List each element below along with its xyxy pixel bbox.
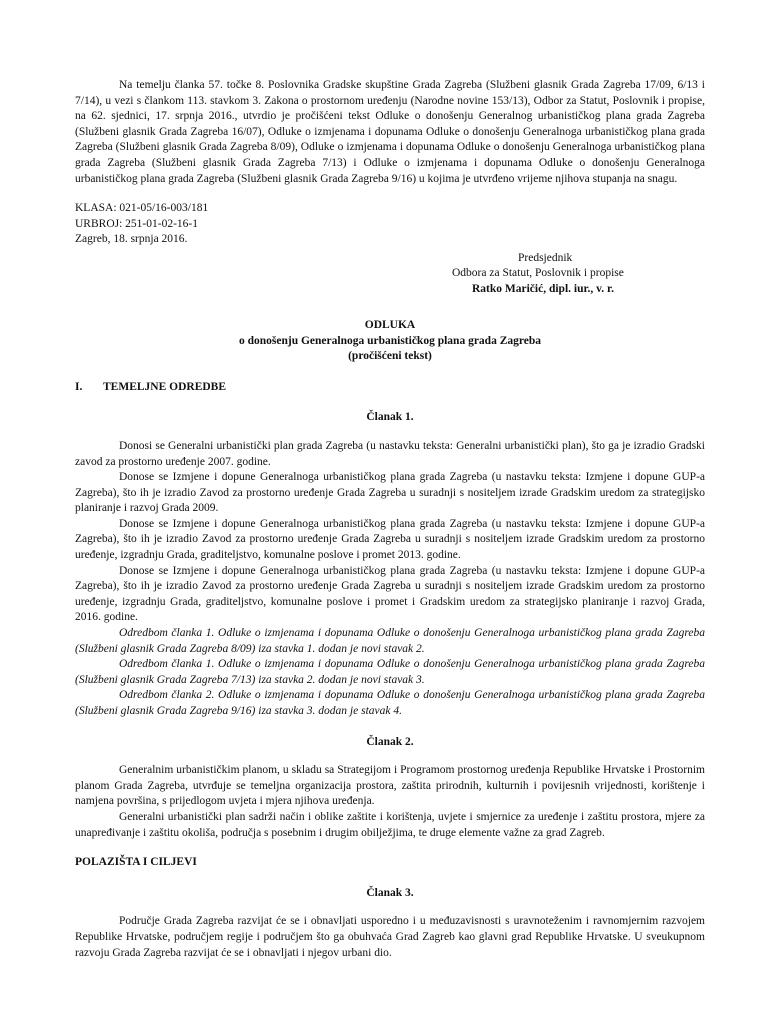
section-label: POLAZIŠTA I CILJEVI	[75, 856, 197, 869]
signature-role: Predsjednik	[518, 251, 573, 264]
date-line: Zagreb, 18. srpnja 2016.	[75, 233, 188, 246]
article-2-heading: Članak 2.	[366, 735, 414, 748]
klasa-line: KLASA: 021-05/16-003/181	[75, 202, 209, 215]
article-1-note-1: Odredbom članka 1. Odluke o izmjenama i dopunama Odluke o donošenju Generalnoga urbanističkog plana grada Zagreba (Službeni glasnik Grada Zagreba 8/09) iza stavka 1. dodan je novi stavak 2.	[75, 627, 705, 655]
section-heading-1	[75, 380, 705, 396]
article-1-paragraph-3: Donose se Izmjene i dopune Generalnoga urbanističkog plana grada Zagreba (u nastavku teksta: Izmjene i dopune GUP-a Zagreba), što ih je izradio Zavod za prostorno uređenje Grada Zagreba u suradnji s nositeljem izrade Gradskim uredom za prostorno uređenje, izgradnju Grada, graditeljstvo, komunalne poslove i promet 2013. godine.	[75, 517, 705, 562]
signature-name: Ratko Maričić, dipl. iur., v. r.	[472, 282, 614, 295]
article-1-heading: Članak 1.	[366, 411, 414, 424]
section-heading-2	[75, 855, 705, 871]
article-1-paragraph-2: Donose se Izmjene i dopune Generalnoga urbanističkog plana grada Zagreba (u nastavku teksta: Izmjene i dopune GUP-a Zagreba), što ih je izradio Zavod za prostorno uređenje Grada Zagreba u suradnji s nositeljem izrade Gradskim uredom za strategijsko planiranje i razvoj Grada 2009.	[75, 471, 705, 515]
section-number: I.	[75, 380, 83, 393]
article-1-paragraph-1: Donosi se Generalni urbanistički plan grada Zagreba (u nastavku teksta: Generalni urbanistički plan), što ga je izradio Gradski zavod za prostorno uređenje 2007. godine.	[75, 439, 705, 468]
signature-block	[75, 248, 705, 296]
section-label: TEMELJNE ODREDBE	[103, 380, 227, 393]
title-line-2: o donošenju Generalnoga urbanističkog plana grada Zagreba	[238, 334, 542, 347]
article-3-heading: Članak 3.	[366, 886, 414, 899]
document-meta	[75, 201, 705, 248]
article-1-note-3: Odredbom članka 2. Odluke o izmjenama i dopunama Odluke o donošenju Generalnoga urbanističkog plana grada Zagreba (Službeni glasnik Grada Zagreba 9/16) iza stavka 3. dodan je stavak 4.	[75, 689, 705, 717]
article-1-note-2: Odredbom članka 1. Odluke o izmjenama i dopunama Odluke o donošenju Generalnoga urbanističkog plana grada Zagreba (Službeni glasnik Grada Zagreba 7/13) iza stavka 2. dodan je novi stavak 3.	[75, 658, 705, 686]
title-line-3: (pročišćeni tekst)	[348, 350, 432, 363]
article-1-paragraph-4: Donose se Izmjene i dopune Generalnoga urbanističkog plana grada Zagreba (u nastavku teksta: Izmjene i dopune GUP-a Zagreba), što ih je izradio Zavod za prostorno uređenje Grada Zagreba u suradnji s nositeljem izrade Gradskim uredom za prostorno uređenje, izgradnju Grada, graditeljstvo, komunalne poslove i promet i Gradskim uredom za strategijsko planiranje i razvoj Grada, 2016. godine.	[75, 564, 705, 624]
title-line-1: ODLUKA	[364, 318, 416, 331]
urbroj-line: URBROJ: 251-01-02-16-1	[75, 217, 198, 230]
document-page	[75, 78, 705, 961]
signature-body: Odbora za Statut, Poslovnik i propise	[452, 266, 624, 279]
article-2-paragraph-1: Generalnim urbanističkim planom, u skladu sa Strategijom i Programom prostornog uređenja Republike Hrvatske i Prostornim planom Grada Zagreba, utvrđuje se temeljna organizacija prostora, zaštita prirodnih, kulturnih i povijesnih vrijednosti, korištenje i namjena površina, s prijedlogom uvjeta i mjera njihova uređenja.	[75, 764, 705, 808]
intro-paragraph: Na temelju članka 57. točke 8. Poslovnika Gradske skupštine Grada Zagreba (Službeni glasnik Grada Zagreba 17/09, 6/13 i 7/14), u vezi s člankom 113. stavkom 3. Zakona o prostornom uređenju (Narodne novine 153/13), Odbor za Statut, Poslovnik i propise, na 62. sjednici, 17. srpnja 2016., utvrdio je pročišćeni tekst Odluke o donošenju Generalnog urbanističkog plana grada Zagreba (Službeni glasnik Grada Zagreba 16/07), Odluke o izmjenama i dopunama Odluke o donošenju Generalnoga urbanističkog plana grada Zagreba (Službeni glasnik Grada Zagreba 8/09), Odluke o izmjenama i dopunama Odluke o donošenju Generalnoga urbanističkog plana grada Zagreba (Službeni glasnik Grada Zagreba 7/13) i Odluke o izmjenama i dopunama Odluke o donošenju Generalnoga urbanističkog plana grada Zagreba (Službeni glasnik Grada Zagreba 9/16) u kojima je utvrđeno vrijeme njihova stupanja na snagu.	[75, 79, 705, 185]
document-title	[75, 318, 705, 365]
article-2-paragraph-2: Generalni urbanistički plan sadrži način i oblike zaštite i korištenja, uvjete i smjernice za uređenje i zaštitu prostora, mjere za unapređivanje i zaštitu okoliša, područja s posebnim i drugim obilježjima, te druge elemente važne za grad Zagreb.	[75, 810, 705, 839]
article-3-paragraph-1: Područje Grada Zagreba razvijat će se i obnavljati usporedno i u međuzavisnosti s uravnoteženim i ravnomjernim razvojem Republike Hrvatske, područjem regije i područjem što ga obuhvaća Grad Zagreb kao glavni grad Republike Hrvatske. U sveukupnom razvoju Grada Zagreba razvijat će se i obnavljati i njegov urbani dio.	[75, 915, 705, 959]
